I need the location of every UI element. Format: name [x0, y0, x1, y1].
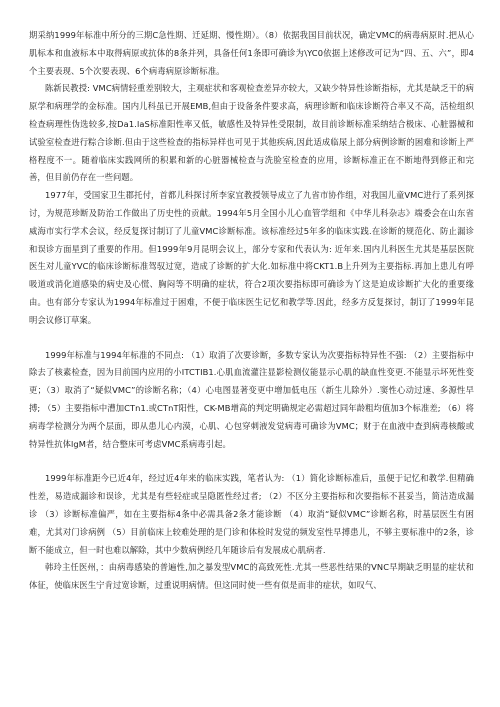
paragraph-chen-xinmin: 陈新民教授: VMC病情轻重差别较大，主观症状和客观检查差异亦较大，又缺少特异性诊断指标，尤其是缺乏干的病原学和病理学的金标准。国内儿科虽已开展EMB,但由于设备条件要求高，病理诊断和临床诊断符合率又不高，活检组织检查病理性伪选较多,按Da1.laS标准阳性率又低，敏感性及特异性受限制，故目前诊断标准采纳结合极床、心脏器械和试验室检查进行粽合诊断.但由于这些检查的指标异样也可见于其他疾病,因此适成临尿上部分病例诊断的困难和诊断上严格程度不一。随着临床实践网所的积累和新的心脏器械检查与洗脸室检查的应用，诊断标准正在不断地得到修正和完善，但目前仍存在一些问题。: [29, 83, 474, 183]
paragraph-author-opinion: 1999年标准距今已近4年，经过近4年来的临床实践，笔者认为: （1）简化诊断标准后，虽便于记忆和教学.但精确性差，易造成漏诊和误诊，尤其是有些轻症或呈隐匿性经过者; （2）不区分主要指标和次要指标不甚妥当，简洁造成漏诊 （3）诊断标准偏严，如在主要指标4条中必需具备2条才能诊断 （4）取消“疑似VMC”诊断名称，时基层医生有困难，尤其对门诊病例 （5）目前临床上较难处理的是门诊和体检时发觉的频发室性早搏患儿，不够主要标准中的2条，诊断不能成立，但一时也难以解除，其中少数病例经几年随诊后有发展成心肌病者.: [29, 473, 474, 555]
paragraph-han-ling: 韩玲主任医州，：由病毒感染的普遍性,加之暴发型VMC的高致死性.尤其一些恶性结果的VNC早期缺乏明显的症状和体征，使临床医生宁肯过宽诊断，过重说明病情。但这同时使一些有似是而非的症状，如叹气、: [29, 562, 474, 591]
paragraph-1999-vs-1994: 1999年标准与1994年标准的不同点: （1）取消了次要诊断，多数专家认为次要指标特异性不强: （2）主要指标中除去了核素检查，因为目前国内应用的小ITCTIB1.心肌血流灌注显影检测仪能显示心肌的缺血性变更.不能显示坏死性变更；（3）取消了“疑似VMC”的诊断名称；（4）心电图显著变更中增加低电压（新生儿除外）.窦性心动过速、多源性早搏; （5）主要指标中漕加CTn1.或CTnT阳性，CK-MB增高的判定明确规定必需超过同年龄粗均值加3个标准差; （6）将病毒学检测分为两个层面，即从患儿心内漠，心肌、心包穿刺液发觉病毒可确诊为VMC；财于在血液中查到病毒核酸或特异性抗体lgM者，结合整床可考虑VMC系病毒引起。: [29, 349, 474, 449]
paragraph-1977-history: 1977年，受国家卫生郡托付，首都儿科探讨所李家宜教授领导成立了九省市协作组，对我国儿童VMC进行了系列探讨，为规范珍断及防治工作做出了历史性的贡献。1994年5月全国小儿心血管学组和《中华儿科杂志》端委会在山东省威海市实行学术会议，经反复探讨制订了儿童VMC诊断标准。该标准经过5年多的临床实践.在诊断的规范化、防止漏诊和误诊方面星到了重要的作用。但1999年9月昆明会议上，部分专家和代表认为: 近年来.国内儿科医生尤其是基层医院医生对儿童YVC的临床诊断标准驾驭过宽，造成了诊断的扩大化.如标准中将CKT1.B上升列为主要指标.再加上患儿有呼吸道或消化道感染的病史及心慌、胸闷等不明确的症状，符合2项次要指标即可确诊为丫这是迫成诊断扩大化的重要缘由。也有部分专家认为1994年标准过于困难，不便于临床医生记忆和教学等.因此，经多方反复探讨，制订了1999年昆明会议修订草案。: [29, 190, 474, 325]
paragraph-criteria-summary: 期采纳1999年标准中所分的三期C急性期、迁延期、慢性期）。（8）依据我国目前状况，确定VMC的病毒病原时.把从心肌标本和血液标本中取得病原或抗体的8条并列，具备任何1条即可确诊为\YC0依据上述修改可记为“四、五、六”，即4个主要表现、5个次要表现、6个病毒病原诊断标准。: [29, 30, 474, 76]
